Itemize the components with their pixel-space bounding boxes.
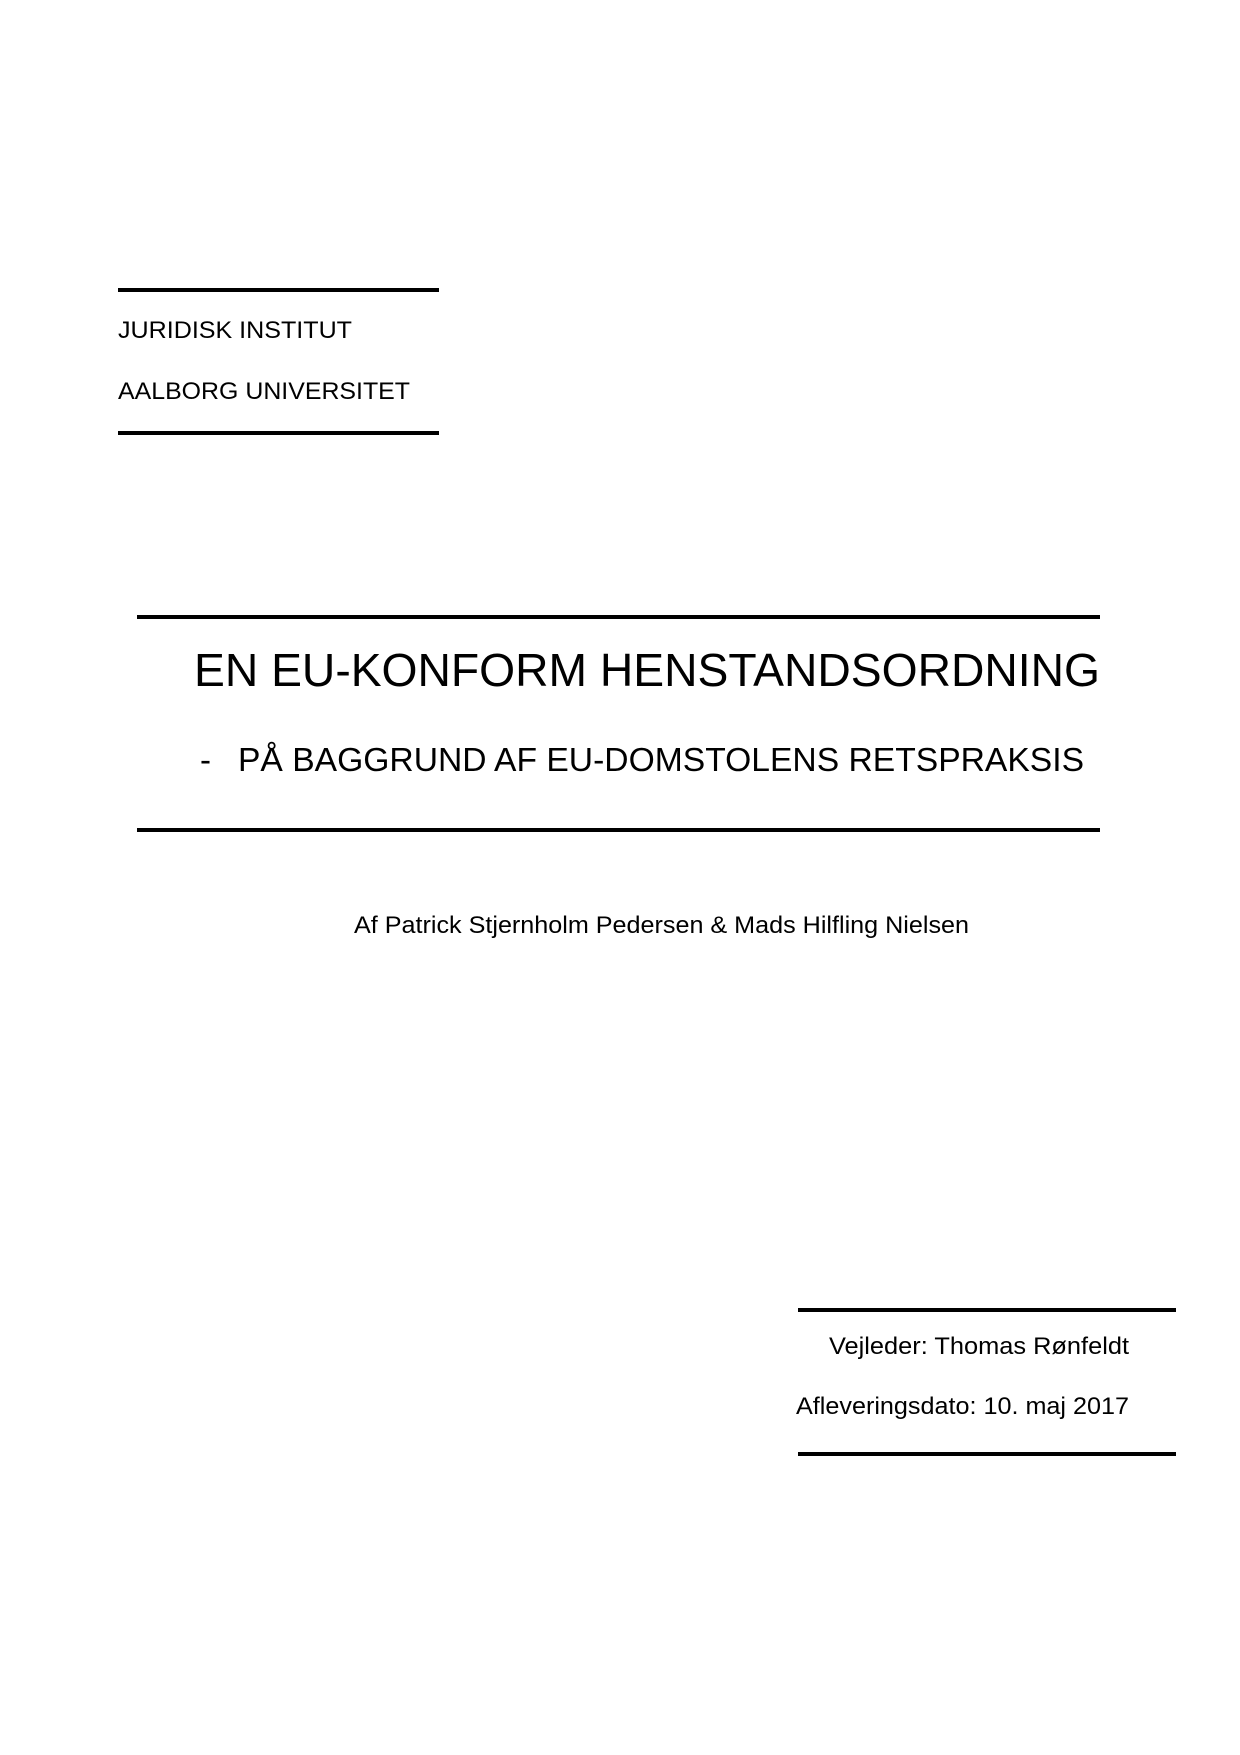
institute-name: JURIDISK INSTITUT — [118, 317, 353, 344]
subtitle-dash: - — [200, 741, 211, 778]
page-title: EN EU-KONFORM HENSTANDSORDNING — [194, 644, 1100, 696]
authors: Af Patrick Stjernholm Pedersen & Mads Hilfling Nielsen — [354, 912, 969, 939]
supervisor: Vejleder: Thomas Rønfeldt — [829, 1333, 1130, 1360]
university-name: AALBORG UNIVERSITET — [118, 378, 411, 405]
rule-header-bottom — [118, 431, 439, 435]
submission-date: Afleveringsdato: 10. maj 2017 — [796, 1393, 1129, 1420]
page-subtitle: PÅ BAGGRUND AF EU-DOMSTOLENS RETSPRAKSIS — [238, 741, 1084, 778]
rule-title-top — [137, 615, 1100, 619]
rule-header-top — [118, 288, 439, 292]
rule-title-bottom — [137, 828, 1100, 832]
rule-footer-top — [798, 1308, 1176, 1312]
rule-footer-bottom — [798, 1452, 1176, 1456]
